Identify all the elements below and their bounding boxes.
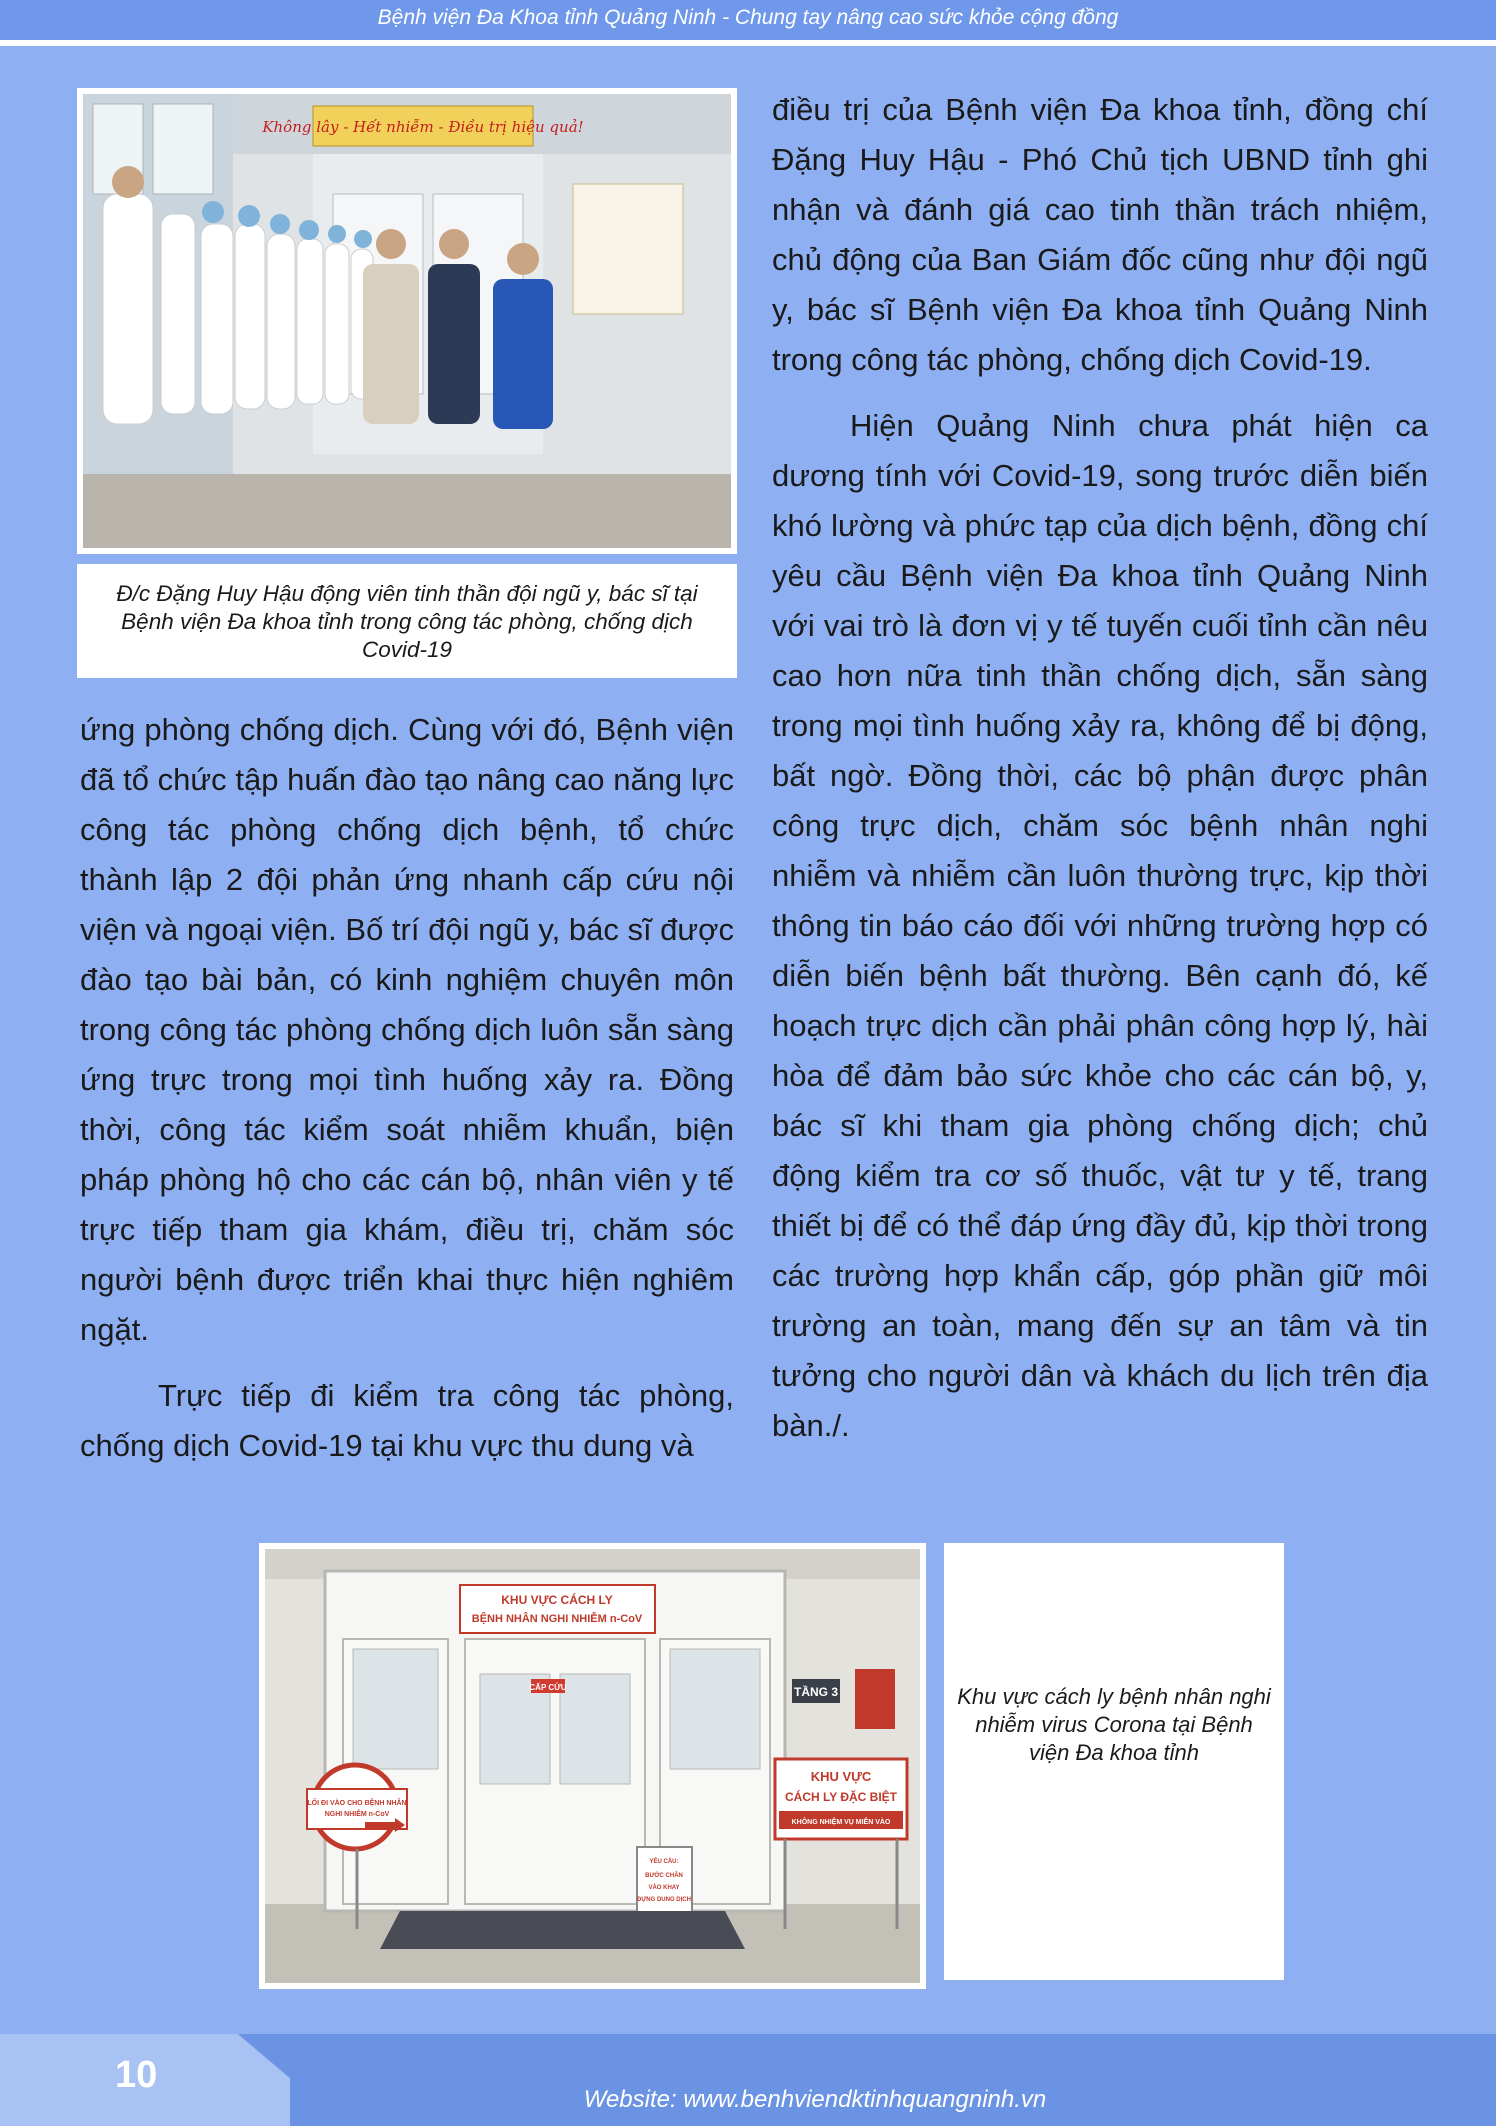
sign-top-line2: BỆNH NHÂN NGHI NHIỄM n-CoV	[471, 1613, 643, 1625]
sign-exit: CẤP CỨU	[529, 1683, 567, 1692]
sign-left-line1: LỐI ĐI VÀO CHO BỆNH NHÂN	[307, 1800, 407, 1807]
left-paragraph-1: ứng phòng chống dịch. Cùng với đó, Bệnh viện đã tổ chức tập huấn đào tạo nâng cao năng lực công tác phòng chống dịch bệnh, tổ chức thành lập 2 đội phản ứng nhanh cấp cứu nội viện và ngoại viện. Bố trí đội ngũ y, bác sĩ được đào tạo bài bản, có kinh nghiệm chuyên môn trong công tác phòng chống dịch luôn sẵn sàng ứng trực trong mọi tình huống xảy ra. Đồng thời, công tác kiểm soát nhiễm khuẩn, biện pháp phòng hộ cho các cán bộ, nhân viên y tế trực tiếp tham gia khám, điều trị, chăm sóc người bệnh được triển khai thực hiện nghiêm ngặt.	[80, 712, 734, 1347]
sign-right-line2: CÁCH LY ĐẶC BIỆT	[784, 1790, 898, 1804]
photo-isolation-caption-box	[944, 1543, 1284, 1980]
sign-stand-line3: VÀO KHAY	[648, 1885, 680, 1891]
sign-right-line3: KHÔNG NHIỆM VỤ MIỄN VÀO	[791, 1819, 891, 1826]
sign-stand-line2: BƯỚC CHÂN	[645, 1873, 683, 1879]
photo-official-visit	[77, 88, 737, 554]
footer-website: Website: www.benhviendktinhquangninh.vn	[583, 2086, 1047, 2113]
left-paragraph-2: Trực tiếp đi kiểm tra công tác phòng, chống dịch Covid-19 tại khu vực thu dung và	[80, 1378, 734, 1463]
photo-official-visit-caption: Đ/c Đặng Huy Hậu động viên tinh thần đội ngũ y, bác sĩ tại Bệnh viện Đa khoa tỉnh trong công tác phòng, chống dịch Covid-19	[77, 564, 737, 678]
sign-left-line2: NGHI NHIỄM n-CoV	[324, 1811, 390, 1818]
sign-floor: TẦNG 3	[793, 1685, 839, 1699]
sign-stand-line1: YÊU CẦU:	[649, 1859, 679, 1865]
sign-stand-line4: ĐỰNG DUNG DỊCH	[637, 1897, 691, 1903]
photo1-banner: Không lây - Hết nhiễm - Điều trị hiệu quả!	[262, 118, 584, 136]
right-paragraph-1: điều trị của Bệnh viện Đa khoa tỉnh, đồng chí Đặng Huy Hậu - Phó Chủ tịch UBND tỉnh ghi nhận và đánh giá cao tinh thần trách nhiệm, chủ động của Ban Giám đốc cũng như đội ngũ y, bác sĩ Bệnh viện Đa khoa tỉnh Quảng Ninh trong công tác phòng, chống dịch Covid-19.	[772, 92, 1428, 377]
photo-isolation-area-image	[265, 1549, 920, 1983]
photo-isolation-area	[259, 1543, 926, 1989]
header-rule	[0, 40, 1496, 46]
right-column-text	[772, 85, 1428, 1451]
photo-isolation-caption: Khu vực cách ly bệnh nhân nghi nhiễm virus Corona tại Bệnh viện Đa khoa tỉnh	[957, 1684, 1271, 1765]
sign-top-line1: KHU VỰC CÁCH LY	[501, 1593, 613, 1607]
page-number: 10	[115, 2054, 158, 2096]
right-paragraph-2: Hiện Quảng Ninh chưa phát hiện ca dương tính với Covid-19, song trước diễn biến khó lường và phức tạp của dịch bệnh, đồng chí yêu cầu Bệnh viện Đa khoa tỉnh Quảng Ninh với vai trò là đơn vị y tế tuyến cuối tỉnh cần nêu cao hơn nữa tinh thần chống dịch, sẵn sàng trong mọi tình huống xảy ra, không để bị động, bất ngờ. Đồng thời, các bộ phận được phân công trực dịch, chăm sóc bệnh nhân nghi nhiễm và nhiễm cần luôn thường trực, kịp thời thông tin báo cáo đối với những trường hợp có diễn biến bệnh bất thường. Bên cạnh đó, kế hoạch trực dịch cần phải phân công hợp lý, hài hòa để đảm bảo sức khỏe cho các cán bộ, y, bác sĩ khi tham gia phòng chống dịch; chủ động kiểm tra cơ số thuốc, vật tư y tế, trang thiết bị để có thể đáp ứng đầy đủ, kịp thời trong các trường hợp khẩn cấp, góp phần giữ môi trường an toàn, mang đến sự an tâm và tin tưởng cho người dân và khách du lịch trên địa bàn./.	[772, 408, 1428, 1443]
sign-right-line1: KHU VỰC	[810, 1769, 872, 1784]
header-tagline: Bệnh viện Đa Khoa tỉnh Quảng Ninh - Chung tay nâng cao sức khỏe cộng đồng	[377, 6, 1119, 29]
photo-official-visit-image	[83, 94, 731, 548]
left-column-text	[80, 705, 734, 1471]
